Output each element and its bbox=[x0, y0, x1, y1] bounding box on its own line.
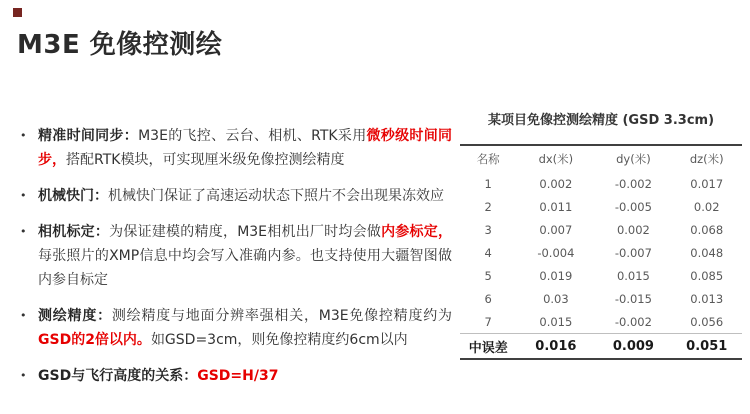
table-row bbox=[460, 195, 742, 218]
corner-accent-square bbox=[13, 8, 22, 17]
table-footer-cell: 0.016 bbox=[516, 334, 595, 360]
table-cell: -0.004 bbox=[537, 245, 575, 260]
table-row bbox=[460, 218, 742, 241]
bullet-text-segment: 机械快门保证了高速运动状态下照片不会出现果冻效应 bbox=[108, 188, 444, 204]
table-footer-cell: 0.051 bbox=[671, 334, 742, 360]
table-cell: 2 bbox=[484, 199, 492, 214]
bullet-item bbox=[19, 124, 452, 172]
table-footer-cell: 中误差 bbox=[460, 334, 516, 360]
bullet-item bbox=[19, 364, 452, 388]
table-cell: -0.002 bbox=[614, 176, 652, 191]
table-cell: 0.002 bbox=[616, 222, 650, 237]
accuracy-table-panel bbox=[460, 112, 742, 360]
table-cell: 0.015 bbox=[616, 268, 650, 283]
bullet-item bbox=[19, 184, 452, 208]
table-cell: 0.007 bbox=[539, 222, 573, 237]
bullet-text-segment: 为保证建模的精度，M3E相机出厂时均会做 bbox=[109, 224, 382, 240]
bullet-text-segment: GSD的2倍以内。 bbox=[38, 332, 151, 348]
table-cell: 0.048 bbox=[690, 245, 724, 260]
table-cell: -0.005 bbox=[614, 199, 652, 214]
table-cell: 4 bbox=[484, 245, 492, 260]
table-header-cell: dx(米) bbox=[538, 152, 574, 166]
table-footer-cell: 0.009 bbox=[595, 334, 671, 360]
table-cell: -0.007 bbox=[614, 245, 652, 260]
bullet-text-segment: 搭配RTK模块，可实现厘米级免像控测绘精度 bbox=[66, 152, 345, 168]
table-row bbox=[460, 264, 742, 287]
bullet-text-segment: M3E的飞控、云台、相机、RTK采用 bbox=[138, 128, 367, 144]
bullet-dot: • bbox=[20, 369, 27, 382]
table-cell: 0.02 bbox=[693, 199, 720, 214]
bullet-list bbox=[19, 124, 452, 400]
table-row bbox=[460, 172, 742, 195]
table-title: 某项目免像控测绘精度 (GSD 3.3cm) bbox=[487, 113, 715, 128]
table-header-cell: 名称 bbox=[476, 152, 500, 166]
table-cell: 3 bbox=[484, 222, 492, 237]
bullet-text-segment: 每张照片的XMP信息中均会写入准确内参。也支持使用大疆智图做内参自标定 bbox=[38, 248, 452, 288]
bullet-text-segment: GSD=H/37 bbox=[197, 368, 279, 384]
table-cell: 6 bbox=[484, 291, 492, 306]
table-header-row bbox=[460, 145, 742, 172]
table-cell: 0.011 bbox=[539, 199, 573, 214]
bullet-text-segment: 机械快门： bbox=[38, 188, 108, 204]
table-cell: 0.019 bbox=[539, 268, 573, 283]
table-cell: 1 bbox=[484, 176, 492, 191]
bullet-text-segment: 精准时间同步： bbox=[38, 128, 139, 144]
table-cell: 0.085 bbox=[690, 268, 724, 283]
table-header-cell: dy(米) bbox=[616, 152, 651, 166]
table-cell: -0.015 bbox=[614, 291, 652, 306]
bullet-dot: • bbox=[20, 129, 27, 142]
table-footer-row bbox=[460, 334, 742, 360]
table-row bbox=[460, 241, 742, 264]
bullet-text-segment: 相机标定： bbox=[38, 224, 110, 240]
bullet-text-segment: 测绘精度： bbox=[38, 308, 112, 324]
table-cell: 0.002 bbox=[539, 176, 573, 191]
bullet-text-segment: 测绘精度与地面分辨率强相关，M3E免像控精度约为 bbox=[111, 308, 453, 324]
bullet-text-segment: 如GSD=3cm，则免像控精度约6cm以内 bbox=[150, 332, 408, 348]
table-cell: 0.017 bbox=[690, 176, 724, 191]
table-header-cell: dz(米) bbox=[689, 152, 724, 166]
bullet-dot: • bbox=[20, 189, 27, 202]
table-row bbox=[460, 287, 742, 310]
bullet-item bbox=[19, 220, 452, 292]
table-cell: 7 bbox=[484, 314, 492, 329]
bullet-text-segment: 微秒级时间同步， bbox=[38, 128, 452, 168]
table-cell: 0.013 bbox=[690, 291, 724, 306]
accuracy-table bbox=[460, 144, 742, 360]
bullet-text-segment: GSD与飞行高度的关系： bbox=[38, 368, 198, 384]
table-cell: 5 bbox=[484, 268, 492, 283]
table-cell: 0.056 bbox=[690, 314, 724, 329]
bullet-dot: • bbox=[20, 225, 27, 238]
table-cell: 0.03 bbox=[543, 291, 569, 306]
bullet-dot: • bbox=[20, 309, 27, 322]
page-title: M3E 免像控测绘 bbox=[17, 30, 223, 60]
table-cell: 0.068 bbox=[690, 222, 724, 237]
bullet-text-segment: 内参标定， bbox=[381, 224, 452, 240]
table-cell: 0.015 bbox=[539, 314, 573, 329]
table-row bbox=[460, 310, 742, 334]
table-cell: -0.002 bbox=[614, 314, 652, 329]
bullet-item bbox=[19, 304, 452, 352]
